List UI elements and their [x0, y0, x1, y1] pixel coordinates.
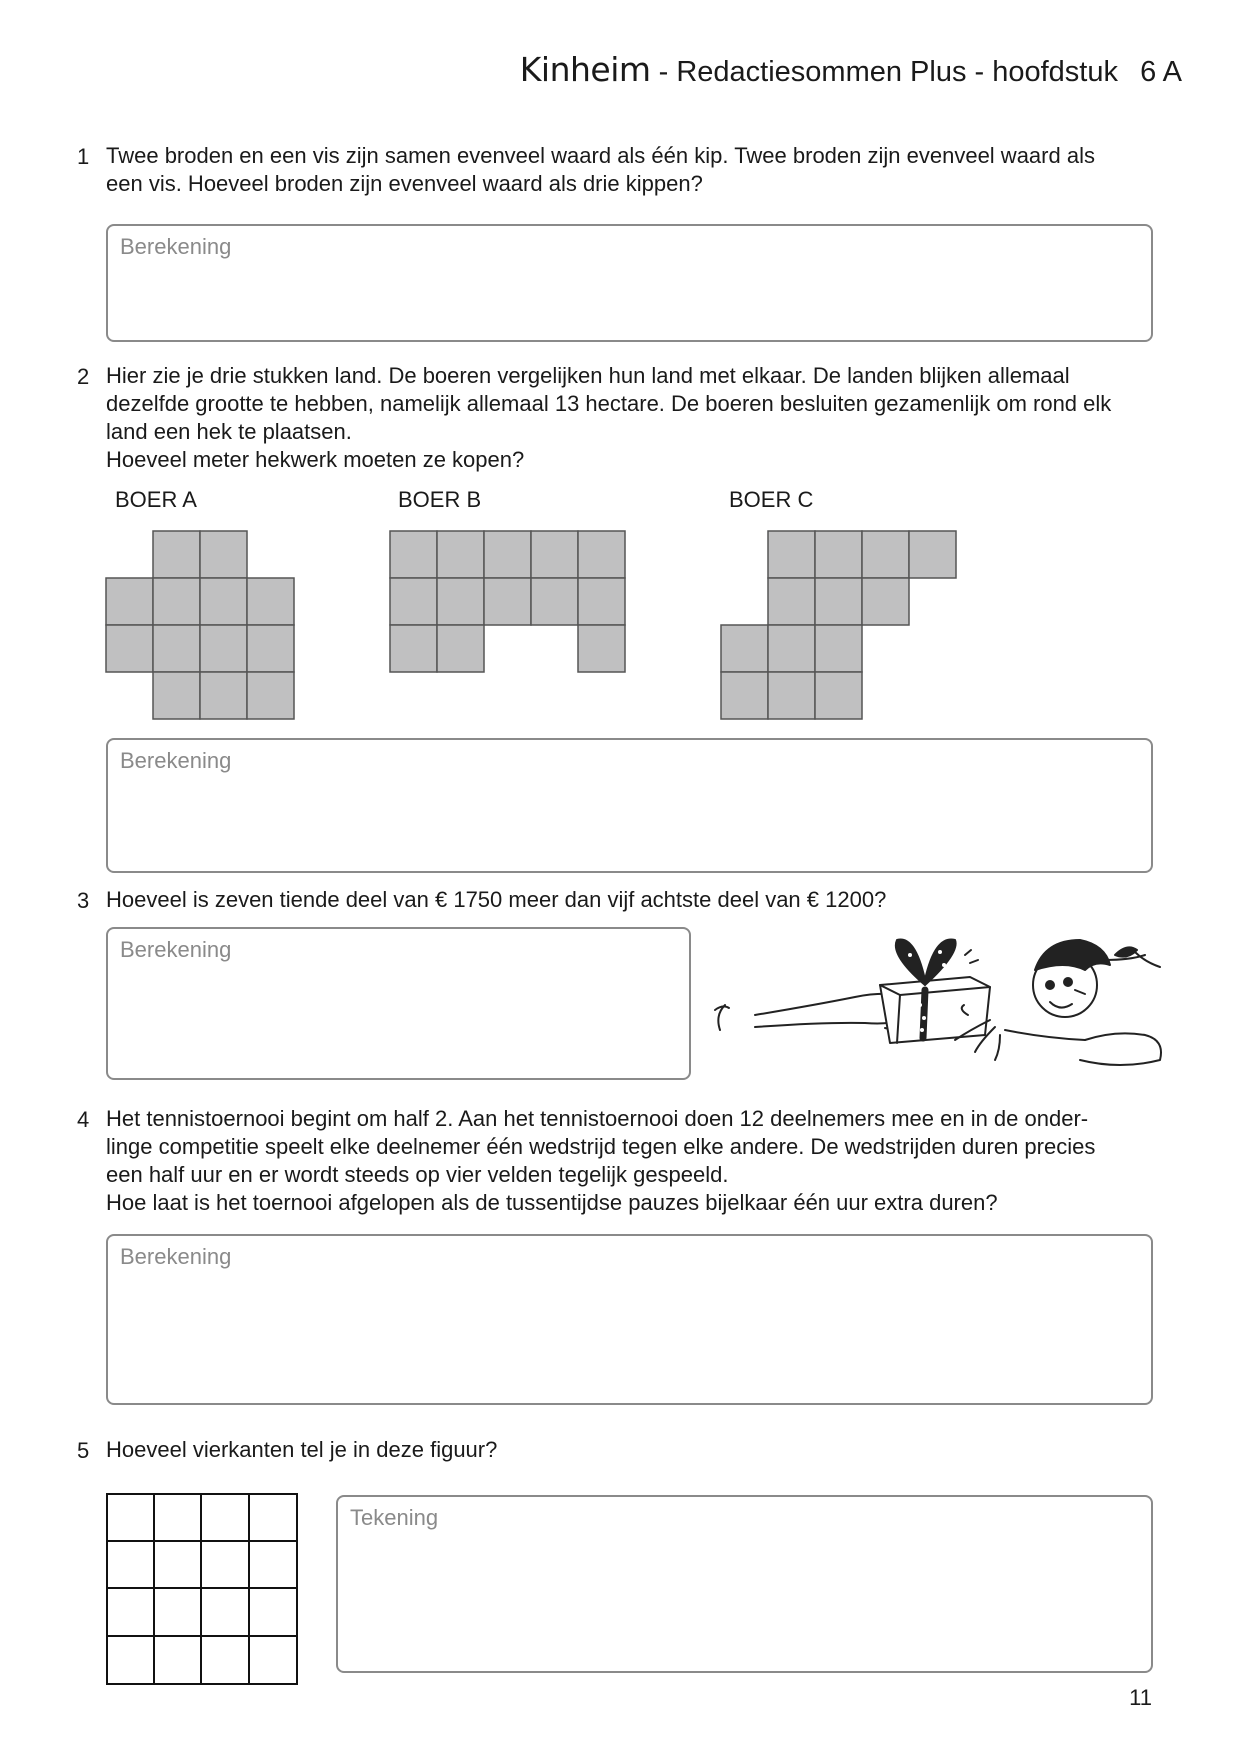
question-5-number: 5 [77, 1438, 90, 1463]
gift-illustration [700, 930, 1180, 1085]
box-label: Berekening [120, 748, 232, 773]
question-3-text [106, 886, 1166, 914]
question-2-line: Hier zie je drie stukken land. De boeren vergelijken hun land met elkaar. De landen blijken allemaal [106, 363, 1070, 388]
box-label: Tekening [350, 1505, 439, 1530]
farm-c-label: BOER C [729, 487, 814, 512]
farm-b-label: BOER B [398, 487, 482, 512]
question-2-answer-box[interactable] [106, 738, 1153, 873]
farm-b-grid [390, 531, 625, 672]
question-2-line: Hoeveel meter hekwerk moeten ze kopen? [106, 447, 525, 472]
question-1-number: 1 [77, 144, 90, 169]
question-5-line: Hoeveel vierkanten tel je in deze figuur? [106, 1437, 498, 1462]
page-number: 11 [1129, 1685, 1152, 1710]
chapter-number: 6 A [1140, 56, 1182, 88]
box-label: Berekening [120, 937, 232, 962]
question-1-line: Twee broden en een vis zijn samen evenveel waard als één kip. Twee broden zijn evenveel waard als [106, 143, 1095, 168]
box-label: Berekening [120, 234, 232, 259]
question-4-line: Hoe laat is het toernooi afgelopen als de tussentijdse pauzes bijelkaar één uur extra duren? [106, 1190, 998, 1215]
question-2-line: land een hek te plaatsen. [106, 419, 352, 444]
question-3-answer-box[interactable] [106, 927, 691, 1080]
question-4-text [106, 1105, 1166, 1217]
farm-c-grid [721, 531, 956, 719]
farm-a-grid [106, 531, 294, 719]
brand-name: Kinheim [519, 50, 651, 89]
question-3-number: 3 [77, 888, 90, 913]
question-1-line: een vis. Hoeveel broden zijn evenveel waard als drie kippen? [106, 171, 703, 196]
box-label: Berekening [120, 1244, 232, 1269]
question-4-line: een half uur en er wordt steeds op vier velden tegelijk gespeeld. [106, 1162, 729, 1187]
header-title: - Redactiesommen Plus - hoofdstuk [658, 56, 1118, 88]
question-4-line: Het tennistoernooi begint om half 2. Aan het tennistoernooi doen 12 deelnemers mee en in de onder- [106, 1106, 1089, 1131]
question-2-number: 2 [77, 364, 90, 389]
farm-a-label: BOER A [115, 487, 197, 512]
square-grid-figure [106, 1493, 298, 1690]
question-4-number: 4 [77, 1107, 90, 1132]
question-4-line: linge competitie speelt elke deelnemer één wedstrijd tegen elke andere. De wedstrijden duren precies [106, 1134, 1096, 1159]
question-2-line: dezelfde grootte te hebben, namelijk allemaal 13 hectare. De boeren besluiten gezamenlijk om rond elk [106, 391, 1112, 416]
question-4-answer-box[interactable] [106, 1234, 1153, 1405]
question-5-drawing-box[interactable] [336, 1495, 1153, 1673]
question-5-text [106, 1436, 1166, 1464]
question-3-line: Hoeveel is zeven tiende deel van € 1750 meer dan vijf achtste deel van € 1200? [106, 887, 887, 912]
